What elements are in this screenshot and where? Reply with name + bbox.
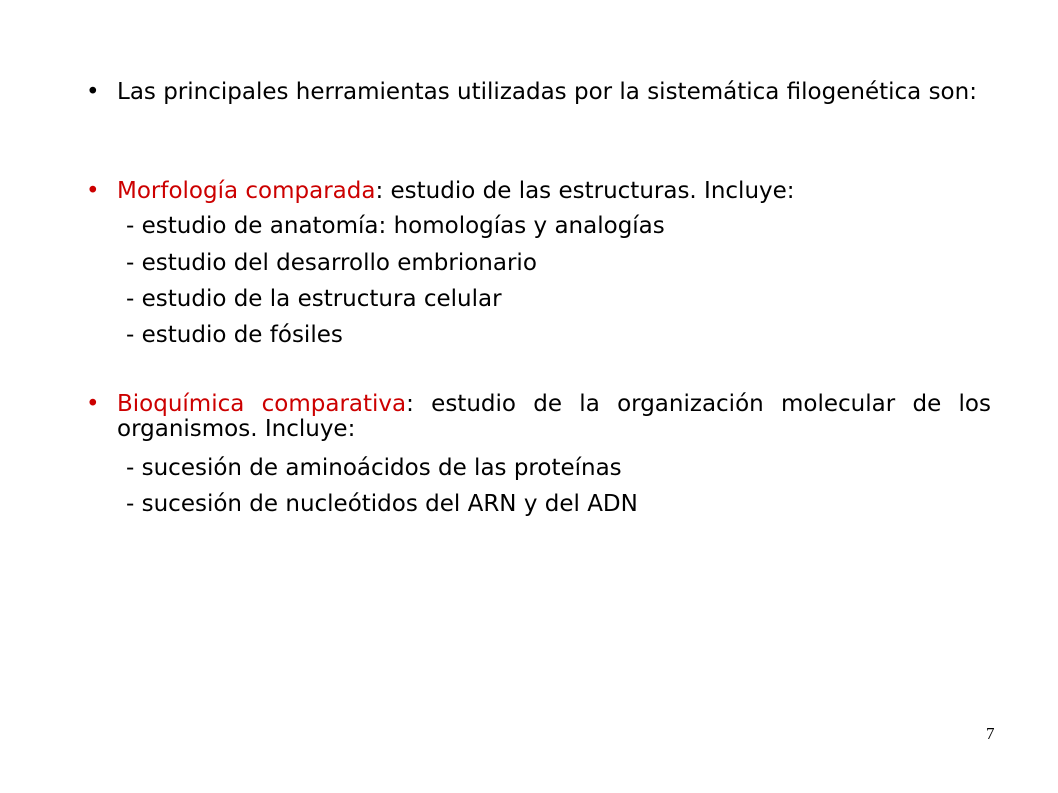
bullet-intro — [86, 80, 991, 105]
bullet-icon: • — [86, 178, 100, 204]
bullet-intro-text: Las principales herramientas utilizadas por la sistemática filogenética son: — [117, 79, 977, 105]
bullet-icon: • — [86, 391, 100, 417]
bullet-intro-text-line — [86, 80, 991, 105]
bullet-bioquimica-lead: Bioquímica comparativa — [117, 391, 407, 417]
subitem-aminoacidos: - sucesión de aminoácidos de las proteínas — [126, 455, 622, 481]
subitem-fosiles: - estudio de fósiles — [126, 322, 343, 348]
page-number: 7 — [986, 724, 995, 743]
bullet-morfologia — [86, 179, 991, 204]
bullet-bioquimica-text: : estudio de la organización molecular de los organismos. Incluye: — [117, 391, 991, 442]
bullet-morfologia-text: : estudio de las estructuras. Incluye: — [375, 178, 795, 204]
bullet-morfologia-lead: Morfología comparada — [117, 178, 376, 204]
subitem-desarrollo: - estudio del desarrollo embrionario — [126, 250, 537, 276]
subitem-anatomia: - estudio de anatomía: homologías y analogías — [126, 213, 665, 239]
bullet-bioquimica — [86, 392, 991, 442]
subitem-nucleotidos: - sucesión de nucleótidos del ARN y del ADN — [126, 491, 638, 517]
bullet-morfologia-text-line — [86, 179, 991, 204]
bullet-bioquimica-text-line — [86, 392, 991, 442]
bullet-icon: • — [86, 79, 100, 105]
subitem-celular: - estudio de la estructura celular — [126, 286, 502, 312]
